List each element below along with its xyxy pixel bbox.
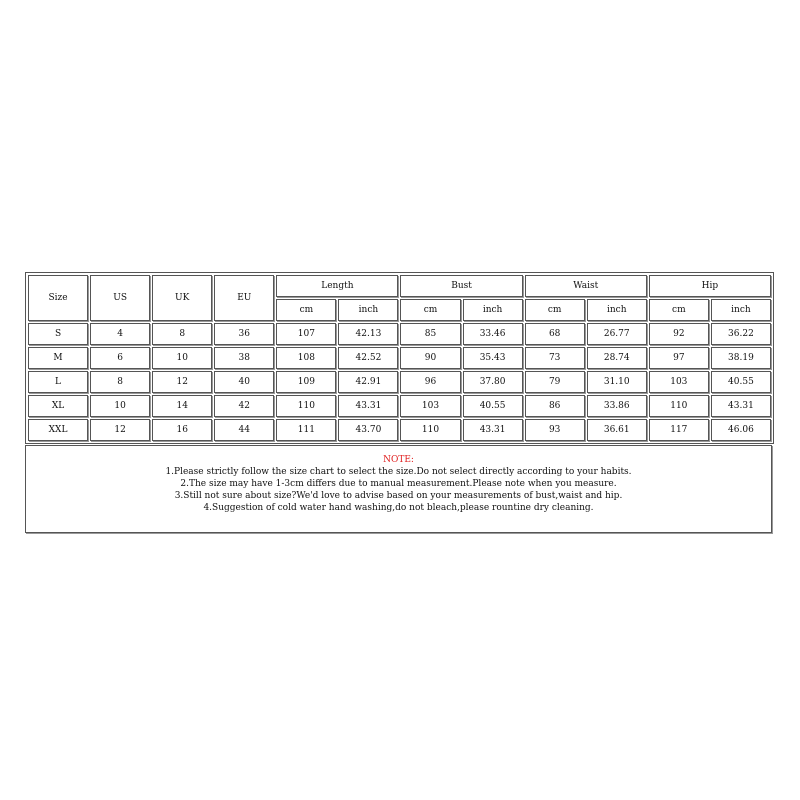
cell-bust-cm: 110 — [400, 419, 460, 441]
size-chart — [25, 272, 774, 533]
cell-hip-inch: 43.31 — [711, 395, 771, 417]
cell-length-cm: 111 — [276, 419, 336, 441]
cell-uk: 16 — [152, 419, 212, 441]
cell-eu: 40 — [214, 371, 274, 393]
note-box — [25, 445, 772, 533]
cell-waist-inch: 26.77 — [587, 323, 647, 345]
cell-us: 4 — [90, 323, 150, 345]
cell-length-cm: 109 — [276, 371, 336, 393]
unit-inch: inch — [463, 299, 523, 321]
cell-waist-cm: 73 — [525, 347, 585, 369]
cell-hip-cm: 92 — [649, 323, 709, 345]
cell-waist-inch: 33.86 — [587, 395, 647, 417]
cell-hip-cm: 97 — [649, 347, 709, 369]
cell-waist-cm: 93 — [525, 419, 585, 441]
table-row — [28, 371, 771, 393]
note-line-3: 3.Still not sure about size?We'd love to advise based on your measurements of bust,waist and hip. — [174, 491, 623, 501]
cell-bust-inch: 35.43 — [463, 347, 523, 369]
cell-hip-inch: 40.55 — [711, 371, 771, 393]
cell-us: 10 — [90, 395, 150, 417]
cell-uk: 8 — [152, 323, 212, 345]
table-row — [28, 419, 771, 441]
cell-eu: 44 — [214, 419, 274, 441]
table-row — [28, 395, 771, 417]
cell-size: XXL — [28, 419, 88, 441]
cell-uk: 14 — [152, 395, 212, 417]
cell-us: 8 — [90, 371, 150, 393]
cell-waist-cm: 79 — [525, 371, 585, 393]
note-line-1: 1.Please strictly follow the size chart to select the size.Do not select directly according to your habits. — [165, 467, 632, 477]
cell-waist-cm: 68 — [525, 323, 585, 345]
note-line-4: 4.Suggestion of cold water hand washing,do not bleach,please rountine dry cleaning. — [203, 503, 594, 513]
cell-bust-inch: 40.55 — [463, 395, 523, 417]
header-size: Size — [28, 275, 88, 321]
cell-hip-inch: 46.06 — [711, 419, 771, 441]
header-uk: UK — [152, 275, 212, 321]
cell-us: 6 — [90, 347, 150, 369]
cell-hip-cm: 110 — [649, 395, 709, 417]
table-row — [28, 323, 771, 345]
cell-eu: 42 — [214, 395, 274, 417]
header-hip: Hip — [649, 275, 771, 297]
cell-eu: 38 — [214, 347, 274, 369]
header-bust: Bust — [400, 275, 522, 297]
unit-inch: inch — [587, 299, 647, 321]
cell-length-cm: 108 — [276, 347, 336, 369]
cell-bust-cm: 90 — [400, 347, 460, 369]
cell-size: S — [28, 323, 88, 345]
cell-length-inch: 43.31 — [338, 395, 398, 417]
cell-waist-inch: 28.74 — [587, 347, 647, 369]
header-eu: EU — [214, 275, 274, 321]
cell-eu: 36 — [214, 323, 274, 345]
unit-cm: cm — [649, 299, 709, 321]
unit-cm: cm — [525, 299, 585, 321]
cell-size: M — [28, 347, 88, 369]
cell-waist-inch: 36.61 — [587, 419, 647, 441]
unit-inch: inch — [338, 299, 398, 321]
note-title: NOTE: — [383, 455, 414, 465]
header-us: US — [90, 275, 150, 321]
cell-us: 12 — [90, 419, 150, 441]
cell-bust-cm: 103 — [400, 395, 460, 417]
cell-length-cm: 107 — [276, 323, 336, 345]
cell-uk: 12 — [152, 371, 212, 393]
unit-cm: cm — [276, 299, 336, 321]
cell-uk: 10 — [152, 347, 212, 369]
cell-bust-inch: 37.80 — [463, 371, 523, 393]
unit-cm: cm — [400, 299, 460, 321]
cell-size: XL — [28, 395, 88, 417]
cell-hip-inch: 38.19 — [711, 347, 771, 369]
cell-hip-cm: 117 — [649, 419, 709, 441]
cell-length-inch: 43.70 — [338, 419, 398, 441]
header-waist: Waist — [525, 275, 647, 297]
cell-bust-cm: 85 — [400, 323, 460, 345]
cell-length-inch: 42.13 — [338, 323, 398, 345]
header-row — [28, 275, 771, 297]
cell-bust-cm: 96 — [400, 371, 460, 393]
header-length: Length — [276, 275, 398, 297]
cell-hip-cm: 103 — [649, 371, 709, 393]
cell-length-inch: 42.91 — [338, 371, 398, 393]
cell-length-cm: 110 — [276, 395, 336, 417]
unit-inch: inch — [711, 299, 771, 321]
cell-waist-inch: 31.10 — [587, 371, 647, 393]
cell-bust-inch: 43.31 — [463, 419, 523, 441]
cell-waist-cm: 86 — [525, 395, 585, 417]
table-row — [28, 347, 771, 369]
cell-size: L — [28, 371, 88, 393]
note-line-2: 2.The size may have 1-3cm differs due to manual measurement.Please note when you measure. — [180, 479, 617, 489]
cell-length-inch: 42.52 — [338, 347, 398, 369]
cell-bust-inch: 33.46 — [463, 323, 523, 345]
cell-hip-inch: 36.22 — [711, 323, 771, 345]
size-table — [25, 272, 774, 444]
